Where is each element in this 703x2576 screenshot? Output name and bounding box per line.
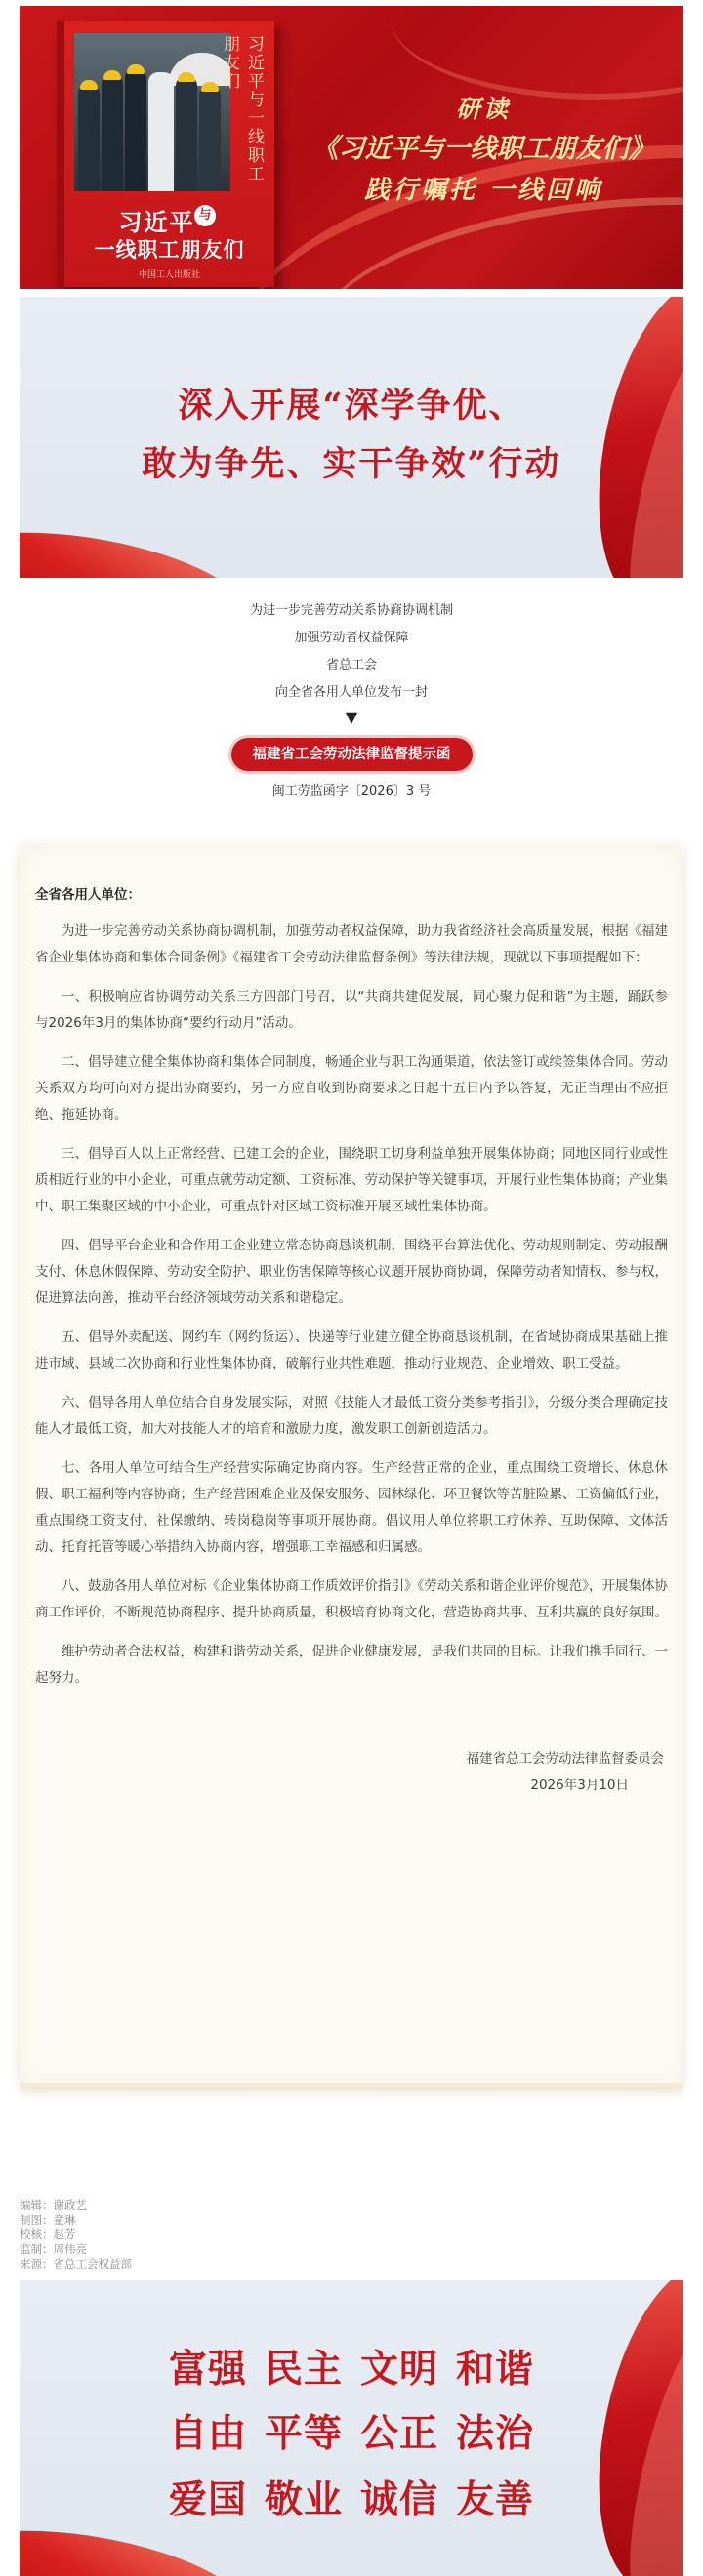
- value-word: 公正: [360, 2411, 439, 2456]
- decorative-swirl: [391, 6, 683, 100]
- letter-paragraph: 六、倡导各用人单位结合自身发展实际，对照《技能人才最低工资分类参考指引》，分级分类合理确定技能人才最低工资，加大对技能人才的培育和激励力度，激发职工创新创造活力。: [35, 1395, 668, 1437]
- credits-block: [20, 2198, 132, 2271]
- cover-photo: [74, 33, 230, 191]
- book-title-line1: 习近平: [118, 208, 195, 236]
- study-slogan: 践行嘱托 一线回响: [363, 176, 603, 205]
- intro-line: 加强劳动者权益保障: [294, 631, 409, 645]
- credit-proofread: 校核：赵芳: [20, 2228, 76, 2241]
- credit-source: 来源：省总工会权益部: [20, 2257, 132, 2270]
- value-word: 自由: [168, 2411, 247, 2456]
- book-promo-banner[interactable]: [20, 6, 683, 289]
- letter-paragraph: 三、倡导百人以上正常经营、已建工会的企业，围绕职工切身利益单独开展集体协商；同地区同行业或性质相近行业的中小企业，可重点就劳动定额、工资标准、劳动保护等关键事项，开展行业性集体协商；产业集中、职工集聚区域的中小企业，可重点针对区域工资标准开展区域性集体协商。: [35, 1146, 668, 1214]
- helmet-shape: [201, 82, 219, 92]
- value-word: 文明: [360, 2347, 439, 2392]
- red-ribbon-decoration: [20, 511, 261, 578]
- letter-paragraph: 为进一步完善劳动关系协商协调机制，加强劳动者权益保障，助力我省经济社会高质量发展，根据《福建省企业集体协商和集体合同条例》《福建省工会劳动法律监督条例》等法律法规，现就以下事项提醒如下：: [35, 923, 668, 965]
- book-title-line2: 一线职工朋友们: [94, 237, 245, 262]
- value-word: 平等: [264, 2411, 343, 2456]
- helmet-shape: [127, 64, 145, 74]
- document-number: 闽工劳监函字〔2026〕3 号: [271, 784, 432, 798]
- letter-paragraph: 一、积极响应省协调劳动关系三方四部门号召，以“共商共建促发展，同心聚力促和谐”为主题，踊跃参与2026年3月的集体协商“要约行动月”活动。: [35, 989, 668, 1031]
- core-values-banner: [20, 2280, 683, 2576]
- worker-figure: [125, 68, 146, 191]
- book-title-seal: 与: [194, 205, 216, 226]
- letter-paragraph: 七、各用人单位可结合生产经营实际确定协商内容。生产经营正常的企业，重点围绕工资增长、休息休假、职工福利等内容协商；生产经营困难企业及保安服务、园林绿化、环卫餐饮等苦脏险累、工资偏低行业，重点围绕工资支付、社保缴纳、转岗稳岗等事项开展协商。倡议用人单位将职工疗休养、互助保障、文体活动、托育托管等暖心举措纳入协商内容，增强职工幸福感和归属感。: [35, 1460, 668, 1555]
- card-shadow: [20, 2083, 683, 2099]
- helmet-shape: [80, 80, 98, 90]
- campaign-title-line2: 敢为争先、实干争效”行动: [142, 444, 561, 484]
- book-cover: [57, 21, 274, 287]
- letter-greeting: 全省各用人单位：: [35, 887, 141, 903]
- letter-paragraph: 八、鼓励各用人单位对标《企业集体协商工作质效评价指引》《劳动关系和谐企业评价规范》，开展集体协商工作评价，不断规范协商程序、提升协商质量，积极培育协商文化，营造协商共事、互利共赢的良好氛围。: [35, 1578, 668, 1620]
- intro-line: 省总工会: [325, 658, 377, 673]
- helmet-shape: [178, 72, 195, 82]
- value-word: 诚信: [360, 2477, 439, 2522]
- value-word: 友善: [456, 2477, 535, 2522]
- letter-signature: 福建省总工会劳动法律监督委员会: [466, 1751, 664, 1767]
- values-row: [20, 2339, 683, 2393]
- value-word: 敬业: [264, 2477, 343, 2522]
- intro-line: 向全省各用人单位发布一封: [274, 685, 428, 700]
- value-word: 民主: [264, 2347, 343, 2392]
- value-word: 和谐: [456, 2347, 535, 2392]
- book-publisher: 中国工人出版社: [138, 270, 200, 280]
- letter-paragraph: 维护劳动者合法权益，构建和谐劳动关系，促进企业健康发展，是我们共同的目标。让我们携手同行、一起努力。: [35, 1644, 668, 1686]
- credit-graphics: 制图：童琳: [20, 2213, 76, 2227]
- value-word: 法治: [456, 2411, 535, 2456]
- letter-card: [20, 845, 683, 2087]
- intro-line: 为进一步完善劳动关系协商协调机制: [249, 603, 453, 618]
- worker-figure: [148, 72, 174, 191]
- credit-editor: 编辑：谢政艺: [20, 2198, 87, 2212]
- study-book-title: 《习近平与一线职工朋友们》: [311, 134, 655, 164]
- letter-paragraph: 四、倡导平台企业和合作用工企业建立常态协商恳谈机制，围绕平台算法优化、劳动规则制定、劳动报酬支付、休息休假保障、劳动安全防护、职业伤害保障等核心议题开展协商协调，保障劳动者知情权、参与权，促进算法向善，推动平台经济领域劳动关系和谐稳定。: [35, 1238, 668, 1306]
- value-word: 爱国: [168, 2477, 247, 2522]
- worker-figure: [78, 84, 100, 191]
- values-row: [20, 2403, 683, 2458]
- letter-title-badge: 福建省工会劳动法律监督提示函: [231, 738, 473, 771]
- campaign-banner: [20, 297, 683, 578]
- letter-paragraph: 五、倡导外卖配送、网约车（网约货运）、快递等行业建立健全协商恳谈机制，在省域协商成果基础上推进市域、县域二次协商和行业性集体协商，破解行业共性难题，推动行业规范、企业增效、职工受益。: [35, 1329, 668, 1371]
- intro-section: [0, 597, 703, 802]
- letter-date: 2026年3月10日: [530, 1778, 629, 1793]
- down-triangle-icon: ▼: [345, 708, 358, 726]
- book-vertical-title: 习近平与一线职工朋友们: [220, 35, 264, 184]
- credit-supervisor: 监制：周伟亮: [20, 2242, 87, 2256]
- worker-figure: [199, 86, 221, 191]
- worker-figure: [102, 74, 123, 191]
- campaign-title-line1: 深入开展“深学争优、: [178, 386, 525, 426]
- letter-paragraph: 二、倡导建立健全集体协商和集体合同制度，畅通企业与职工沟通渠道，依法签订或续签集体合同。劳动关系双方均可向对方提出协商要约，另一方应自收到协商要求之日起十五日内予以答复，无正当理由不应拒绝、拖延协商。: [35, 1054, 668, 1123]
- study-heading: 研读: [455, 95, 511, 123]
- helmet-shape: [103, 70, 121, 80]
- values-row: [20, 2470, 683, 2524]
- letter-body: [35, 882, 668, 1799]
- worker-figure: [176, 76, 197, 191]
- value-word: 富强: [168, 2347, 247, 2392]
